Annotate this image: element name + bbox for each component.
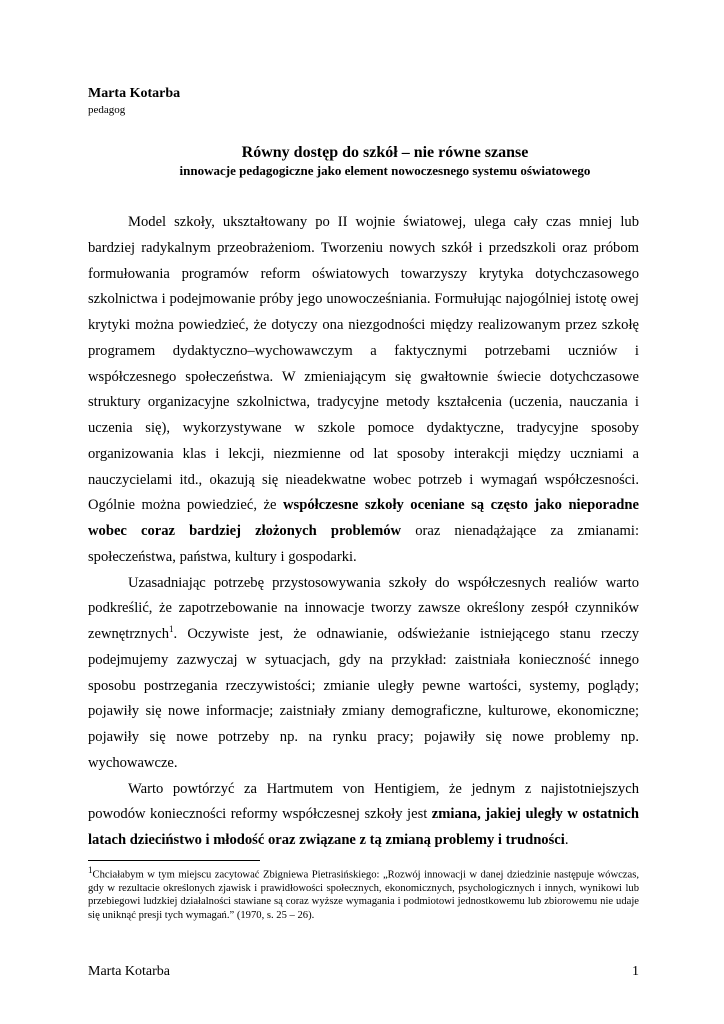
page-number: 1 bbox=[632, 964, 639, 979]
body-text bbox=[88, 210, 639, 854]
paragraph-text: Uzasadniając potrzebę przystosowywania szkoły do współczesnych realiów warto podkreślić, że zapotrzebowanie na innowacje tworzy zawsze określony zespół czynników zewnętrznych bbox=[88, 574, 639, 642]
paragraph bbox=[88, 777, 639, 854]
footer-author: Marta Kotarba bbox=[88, 964, 171, 979]
author-name: Marta Kotarba bbox=[88, 86, 181, 101]
paragraph bbox=[88, 210, 639, 571]
paragraph-text: Model szkoły, ukształtowany po II wojnie światowej, ulega cały czas mniej lub bardziej radykalnym przeobrażeniom. Tworzeniu nowych szkół i przedszkoli oraz próbom formułowania programów reform oświatowych towarzyszy krytyka dotychczasowego szkolnictwa i podejmowanie próby jego unowocześniania. Formułując najogólniej istotę owej krytyki można powiedzieć, że dotyczy ona niezgodności między realizowanym przez szkołę programem dydaktyczno–wychowawczym a faktycznymi potrzebami uczniów i współczesnego społeczeństwa. W zmieniającym się gwałtownie świecie dotychczasowe struktury organizacyjne szkolnictwa, tradycyjne metody kształcenia (uczenia, nauczania i uczenia się), wykorzystywane w szkole pomoce dydaktyczne, tradycyjne sposoby organizowania klas i lekcji, niezmienne od lat sposoby interakcji między uczniami a nauczycielami itd., okazują się nieadekwatne wobec potrzeb i wymagań współczesności. Ogólnie można powiedzieć, że bbox=[88, 214, 639, 514]
footnote-number: 1 bbox=[88, 865, 93, 875]
bold-phrase: współczesne szkoły oceniane są często jako nieporadne wobec coraz bardziej złożonych problemów bbox=[88, 497, 639, 539]
paragraph-text: Warto powtórzyć za Hartmutem von Hentigiem, że jednym z najistotniejszych powodów konieczności reformy współczesnej szkoły jest bbox=[88, 780, 639, 823]
paragraph-text: . bbox=[564, 832, 569, 848]
footnote-reference[interactable]: 1 bbox=[169, 624, 174, 635]
author-role: pedagog bbox=[88, 104, 126, 116]
paragraph-text: . Oczywiste jest, że odnawianie, odświeżanie istniejącego stanu rzeczy podejmujemy zazwyczaj w sytuacjach, gdy na przykład: zaistniała konieczność innego sposobu postrzegania rzeczywistości; zmianie uległy pewne wartości, systemy, poglądy; pojawiły się nowe informacje; zaistniały zmiany demograficzne, kulturowe, ekonomiczne; pojawiły się nowe potrzeby np. na rynku pracy; pojawiły się nowe problemy np. wychowawcze. bbox=[88, 626, 639, 771]
bold-phrase: zmiana, jakiej uległy w ostatnich latach dzieciństwo i młodość oraz związane z tą zmianą problemy i trudności bbox=[88, 806, 639, 848]
paragraph-text: oraz nienadążające za zmianami: społeczeństwa, państwa, kultury i gospodarki. bbox=[88, 523, 640, 565]
footnote-divider bbox=[88, 860, 260, 861]
footnote bbox=[88, 864, 639, 922]
document-subtitle: innowacje pedagogiczne jako element nowoczesnego systemu oświatowego bbox=[179, 163, 591, 178]
document-title: Równy dostęp do szkół – nie równe szanse bbox=[241, 144, 529, 161]
paragraph bbox=[88, 571, 639, 777]
footnote-text: Chciałabym w tym miejscu zacytować Zbigniewa Pietrasińskiego: „Rozwój innowacji w danej dziedzinie następuje wówczas, gdy w rezultacie określonych zjawisk i prawidłowości społecznych, ekonomicznych, psychologicznych i innych, wynikowi lub przebiegowi ludzkiej działalności stawiane są coraz wyższe wymagania i podmiotowi jednostkowemu lub zbiorowemu nie udaje się uniknąć presji tych wymagań.” (1970, s. 25 – 26). bbox=[88, 869, 639, 921]
